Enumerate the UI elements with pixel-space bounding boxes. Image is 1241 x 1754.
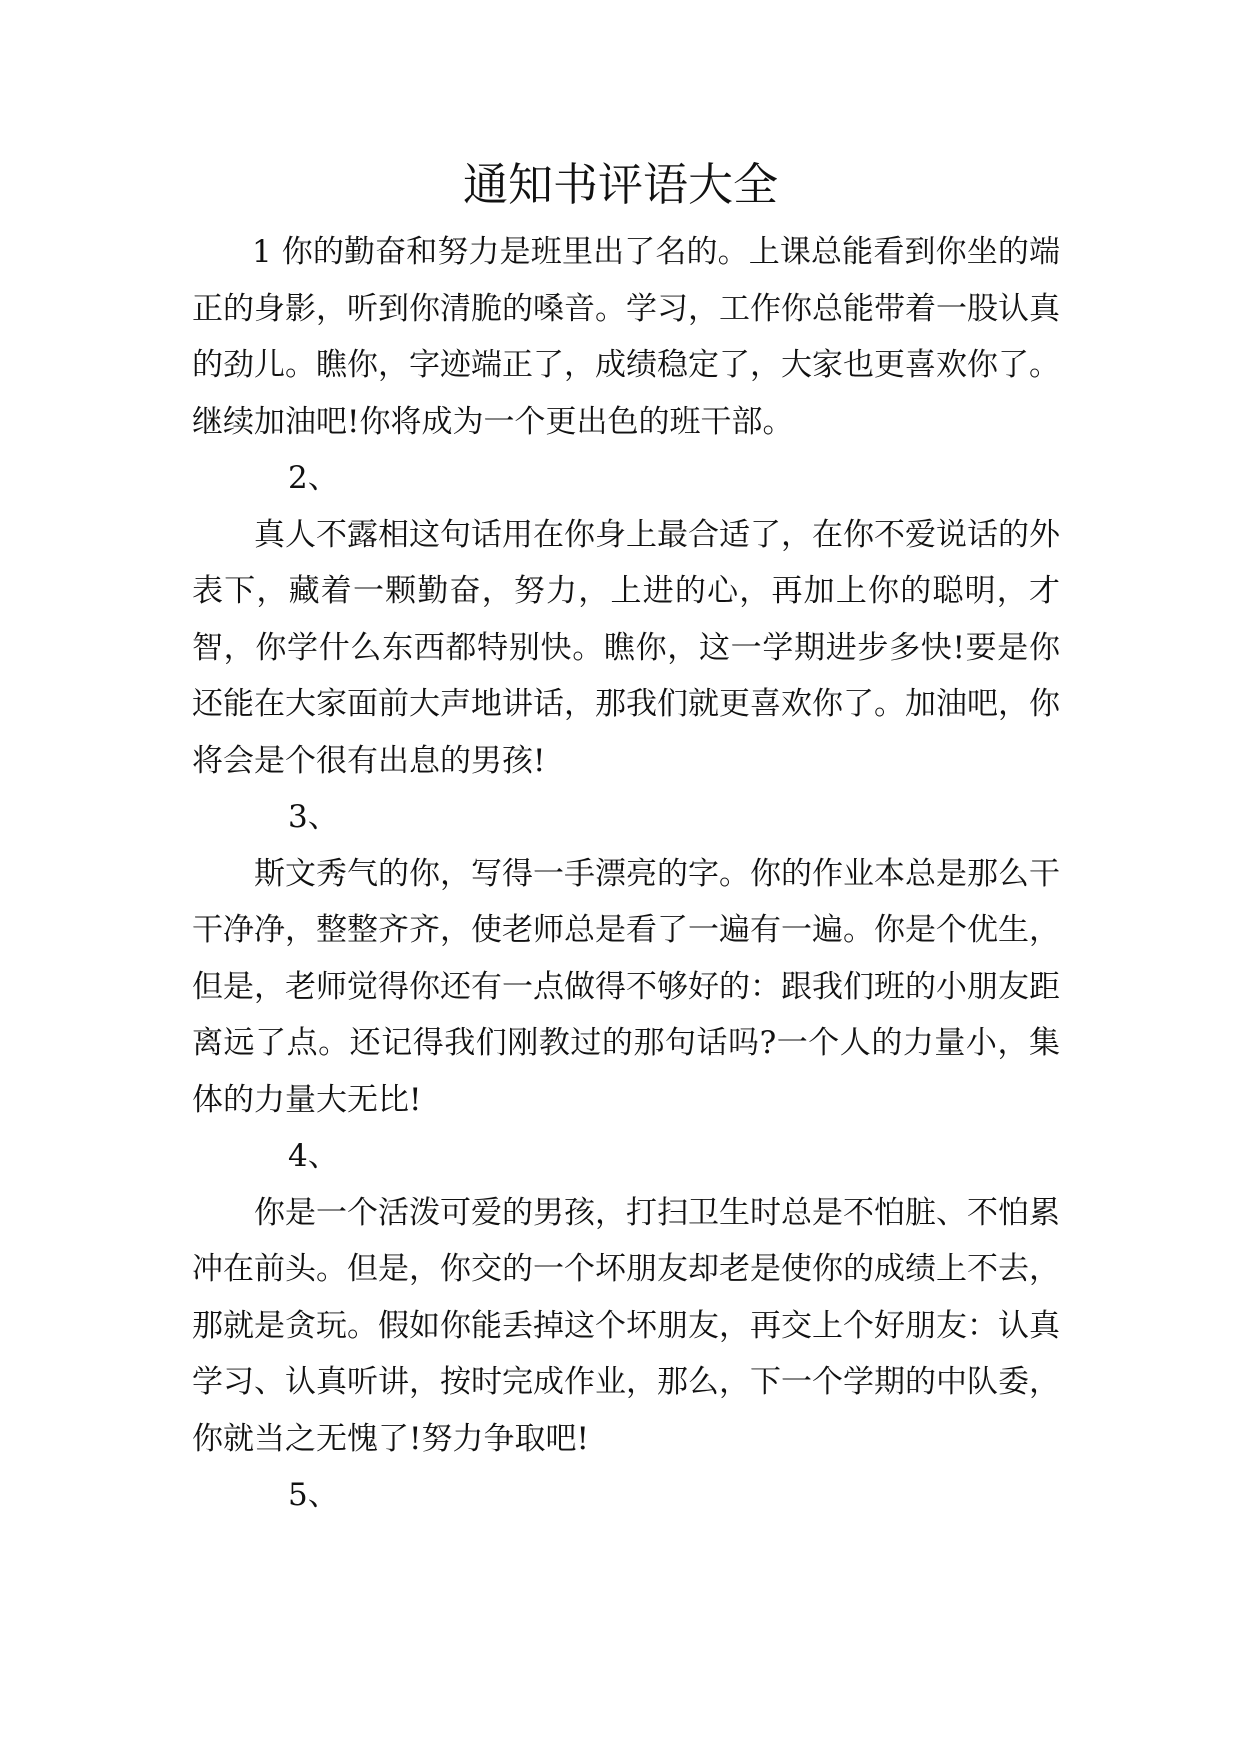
comment-paragraph-2: 真人不露相这句话用在你身上最合适了，在你不爱说话的外表下，藏着一颗勤奋，努力，上进的心，再加上你的聪明，才智，你学什么东西都特别快。瞧你，这一学期进步多快!要是你还能在大家面前大声地讲话，那我们就更喜欢你了。加油吧，你将会是个很有出息的男孩! — [192, 516, 1060, 779]
comment-number-4: 4、 — [288, 1138, 339, 1174]
comment-paragraph-1: 1 你的勤奋和努力是班里出了名的。上课总能看到你坐的端正的身影，听到你清脆的嗓音。学习，工作你总能带着一股认真的劲儿。瞧你，字迹端正了，成绩稳定了，大家也更喜欢你了。继续加油吧!你将成为一个更出色的班干部。 — [192, 234, 1060, 440]
document-body — [192, 224, 1060, 1524]
comment-number-3: 3、 — [288, 799, 339, 835]
comment-paragraph-3: 斯文秀气的你，写得一手漂亮的字。你的作业本总是那么干干净净，整整齐齐，使老师总是看了一遍有一遍。你是个优生，但是，老师觉得你还有一点做得不够好的：跟我们班的小朋友距离远了点。还记得我们刚教过的那句话吗?一个人的力量小，集体的力量大无比! — [192, 855, 1060, 1118]
comment-number-5: 5、 — [288, 1477, 339, 1513]
comment-paragraph-4: 你是一个活泼可爱的男孩，打扫卫生时总是不怕脏、不怕累冲在前头。但是，你交的一个坏朋友却老是使你的成绩上不去，那就是贪玩。假如你能丢掉这个坏朋友，再交上个好朋友：认真学习、认真听讲，按时完成作业，那么，下一个学期的中队委，你就当之无愧了!努力争取吧! — [192, 1194, 1060, 1457]
document-title: 通知书评语大全 — [462, 158, 778, 211]
comment-number-2: 2、 — [288, 460, 339, 496]
